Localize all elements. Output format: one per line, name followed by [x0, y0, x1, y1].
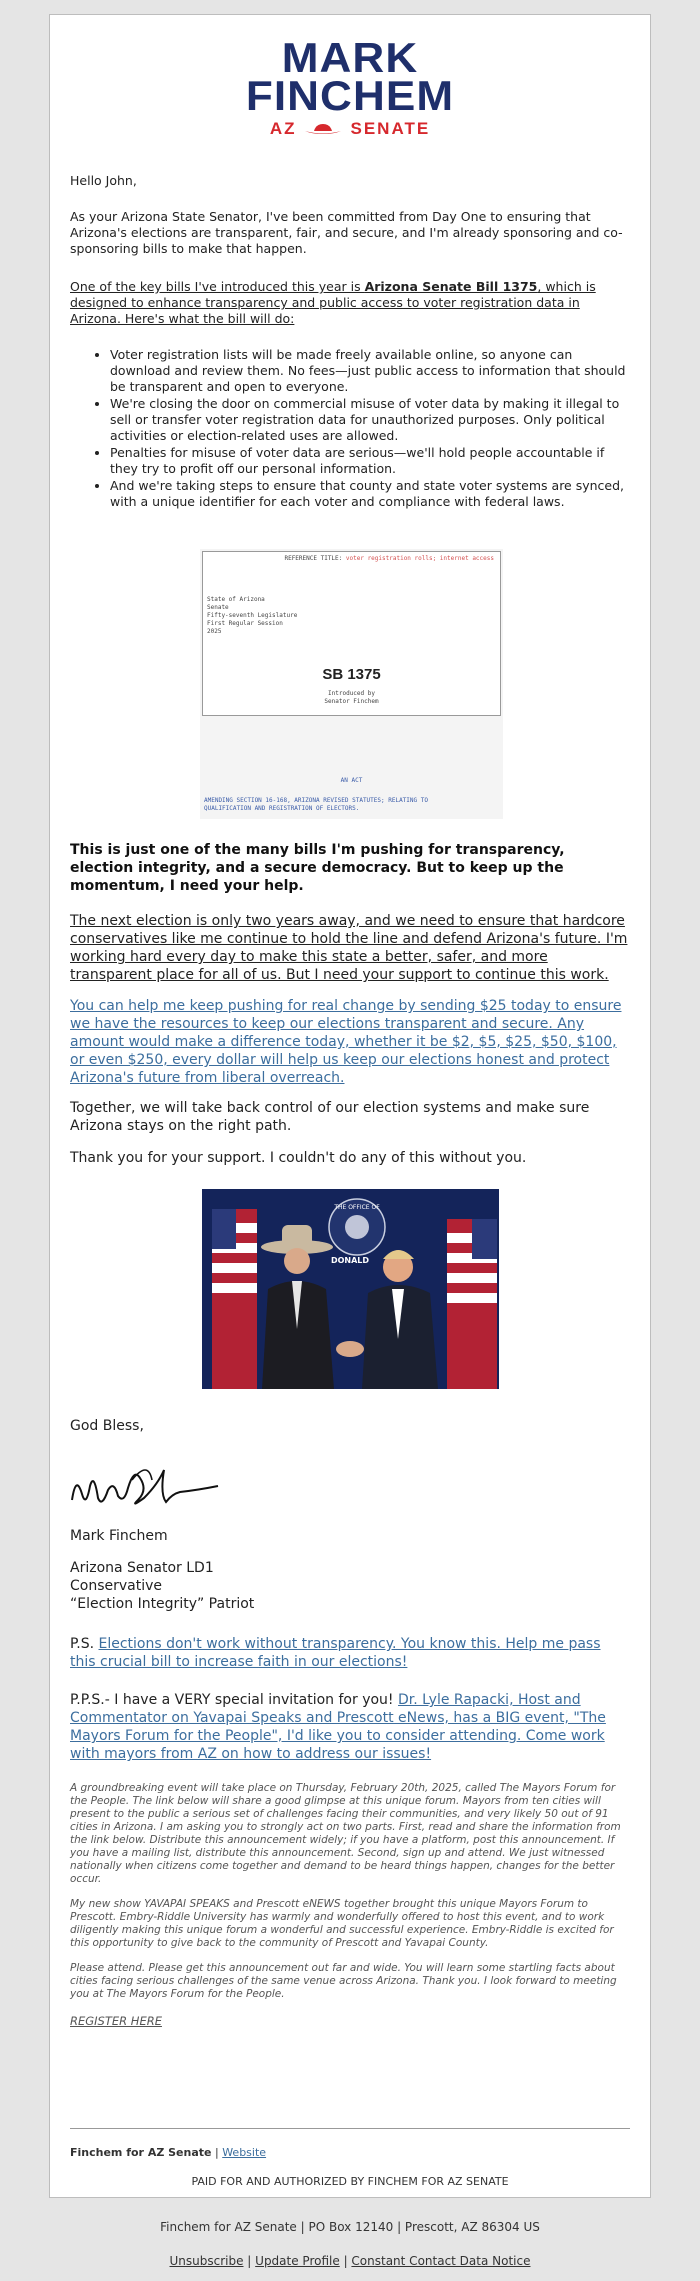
bill-cover: [202, 551, 501, 716]
unsubscribe-link[interactable]: Unsubscribe: [169, 2254, 244, 2268]
bill-introduced: [203, 690, 500, 706]
handshake: [336, 1341, 364, 1357]
key-bill-pre: One of the key bills I've introduced this year is: [70, 279, 365, 294]
podium-text: DONALD: [330, 1256, 370, 1265]
intro-paragraph: [70, 209, 630, 257]
email-card: [49, 14, 651, 2198]
footer-org-line: [70, 2146, 630, 2159]
signer-title: Conservative: [70, 1578, 163, 1594]
bill-act-line: AMENDING SECTION 16-168, ARIZONA REVISED STATUTES; RELATING TO: [204, 797, 428, 804]
link-sep: |: [339, 2254, 352, 2268]
sign-off-text: God Bless,: [70, 1418, 144, 1434]
key-bill-text: [70, 279, 630, 327]
register-link[interactable]: REGISTER HERE: [70, 2014, 162, 2028]
key-bill-paragraph: [70, 279, 630, 327]
bill-ref-label: REFERENCE TITLE:: [284, 555, 343, 562]
donate-link[interactable]: You can help me keep pushing for real change by sending $25 today to ensure we have the resources to keep our elections transparent and secure. Any amount would make a difference today, whether it be $2, $5, $25, $50, $100, or even $250, every dollar will help us keep our elections honest and protect Arizona's future from liberal overreach.: [70, 998, 622, 1086]
bill-bullets: [70, 347, 630, 511]
list-item: • And we're taking steps to ensure that county and state voter systems are synced, with a unique identifier for each voter and compliance with federal laws.: [110, 478, 630, 510]
logo-line-2: FINCHEM: [245, 72, 455, 119]
list-item: • Voter registration lists will be made freely available online, so anyone can download and review them. No fees—just public access to information that should be transparent and open to everyone.: [110, 347, 630, 395]
logo-az: AZ: [269, 119, 297, 138]
together-text: Together, we will take back control of our election systems and make sure Arizona stays on the right path.: [70, 1100, 590, 1134]
logo-senate: SENATE: [350, 119, 431, 138]
bill-line: State of Arizona: [207, 596, 265, 603]
event-details: [70, 1782, 630, 2028]
signer-block: [70, 1527, 630, 1613]
pps-label: P.P.S.- I have a VERY special invitation for you!: [70, 1692, 398, 1708]
next-election-text: The next election is only two years away, and we need to ensure that hardcore conservatives like me continue to hold the line and defend Arizona's future. I'm working hard every day to make this state a better, safer, and more transparent place for all of us. But I need your support to continue this work.: [70, 913, 628, 983]
logo-subline: [50, 119, 650, 139]
key-bill-name: Arizona Senate Bill 1375: [364, 279, 538, 294]
footer-org: Finchem for AZ Senate: [70, 2146, 212, 2159]
intro-text: As your Arizona State Senator, I've been committed from Day One to ensuring that Arizona's elections are transparent, fair, and secure, and I'm already sponsoring and co-sponsoring bills to make that happen.: [70, 209, 623, 256]
campaign-logo: [50, 34, 650, 139]
bill-intro-2: Senator Finchem: [324, 698, 379, 705]
signer-name: Mark Finchem: [70, 1528, 168, 1544]
bill-line: First Regular Session: [207, 620, 283, 627]
bill-act-line: QUALIFICATION AND REGISTRATION OF ELECTORS.: [204, 805, 360, 812]
sign-off: [70, 1417, 630, 1435]
greeting-text: Hello John,: [70, 173, 137, 188]
footer-sep: |: [211, 2146, 223, 2159]
callout-text: This is just one of the many bills I'm pushing for transparency, election integrity, and a secure democracy. But to keep up the momentum, I need your help.: [70, 842, 565, 894]
donate-section: [70, 997, 630, 1087]
list-item: • We're closing the door on commercial misuse of voter data by making it illegal to sell or transfer voter registration data for unauthorized purposes. Only political activities or election-related uses are allowed.: [110, 396, 630, 444]
event-paragraph: My new show YAVAPAI SPEAKS and Prescott eNEWS together brought this unique Mayors Forum to Prescott. Embry-Riddle University has warmly and wonderfully offered to host this event, and to work diligently making this unique forum a wonderful and successful experience. Embry-Riddle is excited for this opportunity to give back to the community of Prescott and Yavapai County.: [70, 1898, 614, 1949]
bill-header-lines: [207, 596, 297, 636]
greeting: [70, 173, 630, 189]
footer-links: [0, 2254, 700, 2268]
bill-line: Senate: [207, 604, 229, 611]
person-left: [261, 1225, 334, 1389]
bill-line: 2025: [207, 628, 222, 635]
bullet-list: [70, 347, 630, 510]
bill-intro-1: Introduced by: [328, 690, 375, 697]
callout: [70, 841, 630, 895]
flag-right: [447, 1219, 497, 1389]
cowboy-hat-icon: [304, 122, 342, 136]
seal-text: THE OFFICE OF: [334, 1204, 380, 1211]
event-paragraph: Please attend. Please get this announcement out far and wide. You will learn some startling facts about cities facing serious challenges of the same venue across Arizona. Thank you. I look forward to meeting you at The Mayors Forum for the People.: [70, 1962, 617, 2000]
key-bill-post: , which is designed to enhance transparency and public access to voter registration data in Arizona. Here's what the bill will do:: [70, 279, 596, 326]
photo-illustration: [202, 1189, 499, 1389]
mailing-address: Finchem for AZ Senate | PO Box 12140 | Prescott, AZ 86304 US: [160, 2220, 540, 2234]
ps-label: P.S.: [70, 1636, 99, 1652]
together-paragraph: [70, 1099, 630, 1135]
update-profile-link[interactable]: Update Profile: [255, 2254, 340, 2268]
flag-left: [212, 1209, 257, 1389]
signer-title: “Election Integrity” Patriot: [70, 1596, 255, 1612]
thanks-paragraph: [70, 1149, 630, 1167]
pps-link[interactable]: Dr. Lyle Rapacki, Host and Commentator on Yavapai Speaks and Prescott eNews, has a BIG event, "The Mayors Forum for the People", I'd like you to consider attending. Come work with mayors from AZ on how to address our issues!: [70, 1692, 606, 1762]
ps-link[interactable]: Elections don't work without transparency. You know this. Help me pass this crucial bill to increase faith in our elections!: [70, 1636, 601, 1670]
signer-title: Arizona Senator LD1: [70, 1560, 214, 1576]
data-notice-link[interactable]: Constant Contact Data Notice: [351, 2254, 531, 2268]
logo-line-1: MARK: [281, 34, 419, 81]
handshake-photo: [202, 1189, 499, 1389]
bill-ref-value: voter registration rolls; internet access: [345, 555, 494, 562]
thanks-text: Thank you for your support. I couldn't do any of this without you.: [70, 1150, 527, 1166]
signature-image: [68, 1450, 228, 1515]
bill-number: SB 1375: [322, 666, 381, 683]
footer-website-link[interactable]: Website: [222, 2146, 267, 2159]
footer-divider: [70, 2128, 630, 2129]
pps-section: [70, 1691, 630, 1763]
bill-act-text: [204, 797, 499, 813]
event-paragraph: A groundbreaking event will take place on Thursday, February 20th, 2025, called The Mayors Forum for the People. The link below will share a good glimpse at this unique forum. Mayors from ten cities will present to the public a serious set of challenges facing their communities, and very likely 50 out of 91 cities in Arizona. I am asking you to strongly act on two parts. First, read and share the information from the link below. Distribute this announcement widely; if you have a platform, post this announcement. If you have a mailing list, distribute this announcement. Second, sign up and attend. We just witnessed nationally when citizens come together and demand to be heard things happen, changes for the better occur.: [70, 1782, 621, 1885]
list-item: • Penalties for misuse of voter data are serious—we'll hold people accountable if they try to profit off our personal information.: [110, 445, 630, 477]
ps-section: [70, 1635, 630, 1671]
paid-for-notice: PAID FOR AND AUTHORIZED BY FINCHEM FOR AZ SENATE: [191, 2175, 509, 2188]
bill-line: Fifty-seventh Legislature: [207, 612, 298, 619]
bill-document-image: [200, 549, 503, 819]
bill-act: AN ACT: [340, 777, 363, 784]
next-election: [70, 912, 630, 984]
bill-reference: [284, 555, 494, 563]
link-sep: |: [243, 2254, 256, 2268]
